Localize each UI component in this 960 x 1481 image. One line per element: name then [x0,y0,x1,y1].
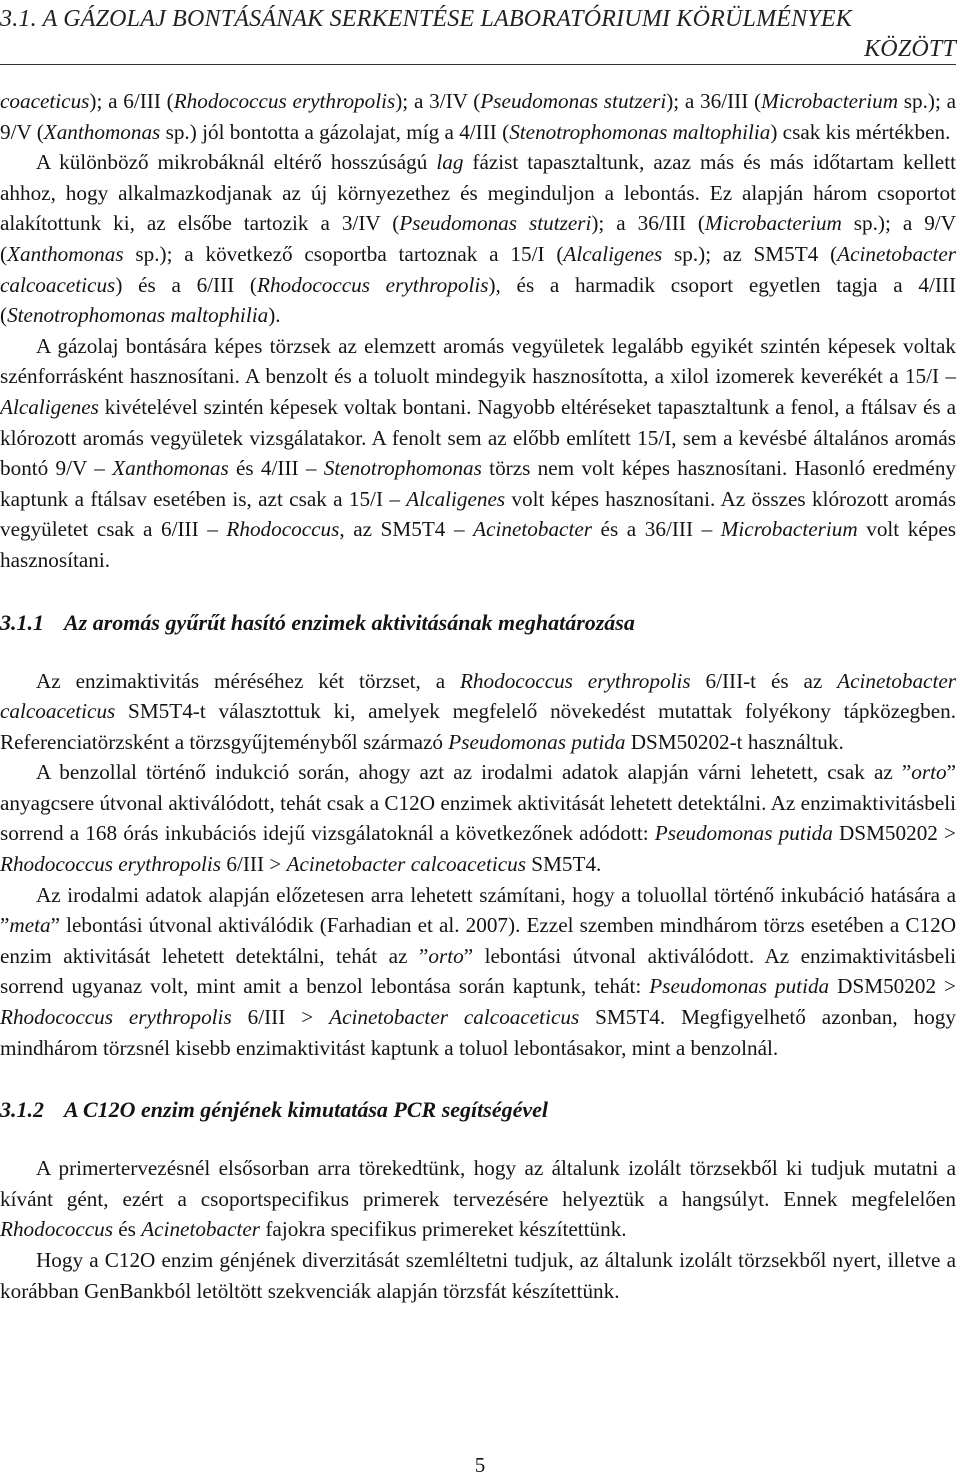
text-run: DSM50202 > [832,821,956,846]
italic-term: Xanthomonas [43,119,161,144]
text-run: , az SM5T4 – [339,517,474,542]
text-run: ” lebontási útvonal aktiválódik (Farhadian et al. 2007). Ezzel szemben mindhárom törzs esetében a C12O enzim aktivitását lehetett detektálni, tehát az ” [0,913,956,968]
italic-term: Acinetobacter calcoaceticus [0,668,956,724]
italic-term: Alcaligenes [0,394,99,419]
text-run: Az enzimaktivitás méréséhez két törzset, a [36,668,460,693]
text-run: volt képes hasznosítani. [0,517,957,572]
text-run: 6/III-t és az [690,668,838,693]
text-run: és 4/III – [228,456,324,481]
paragraph-8 [0,1245,956,1306]
spacer [0,576,956,608]
text-run: és a 36/III – [591,517,721,542]
italic-term: Rhodococcus erythropolis [459,668,691,693]
text-run: ” anyagcsere útvonal aktiválódott, tehát csak a C12O enzimek aktivitását lehetett detektálni. Az enzimaktivitásbeli sorrend a 168 órás inkubációs idejű vizsgálatoknál a következőnek adódott: [0,760,956,846]
header-line-2: KÖZÖTT [864,36,956,62]
text-run: sp.); a 9/V ( [0,89,956,144]
header-rule [0,64,956,65]
subsection-number: 3.1.2 [0,1097,44,1123]
text-run: ), és a harmadik csoport egyetlen tagja a 4/III ( [0,272,956,328]
text-run: fajokra specifikus primereket készítettünk. [260,1217,627,1242]
italic-term: Alcaligenes [563,241,663,266]
paragraph-7 [0,1153,956,1245]
spacer [0,1125,956,1153]
subsection-title: Az aromás gyűrűt hasító enzimek aktivitásának meghatározása [64,609,635,635]
text-run: A benzollal történő indukció során, ahogy azt az irodalmi adatok alapján várni lehetett, csak az ” [36,760,912,785]
paragraph-6 [0,880,956,1064]
text-run: A gázolaj bontására képes törzsek az elemzett aromás vegyületek legalább egyikét szintén képesek voltak szénforrásként hasznosítani. A benzolt és a toluolt mindegyik hasznosította, a xilol izomerek keverékét a 15/I – [0,333,956,389]
italic-term: lag [436,150,464,175]
text-run: ) és a 6/III ( [115,272,257,297]
subsection-title: A C12O enzim génjének kimutatása PCR segítségével [64,1097,548,1123]
header-line-1: 3.1. A GÁZOLAJ BONTÁSÁNAK SERKENTÉSE LABORATÓRIUMI KÖRÜLMÉNYEK [0,6,852,32]
text-run: sp.); a következő csoportba tartoznak a 15/I ( [123,241,564,266]
italic-term: Acinetobacter [141,1217,261,1242]
text-run: fázist tapasztaltunk, azaz más és más időtartam kellett ahhoz, hogy alkalmazkodjanak az új környezethez és meginduljon a lebontás. Ez alapján három csoportot alakítottunk ki, az elsőbe tartozik a 3/IV ( [0,150,956,236]
italic-term: Rhodococcus erythropolis [173,89,396,113]
italic-term: orto [911,760,947,785]
italic-term: Acinetobacter [473,517,592,542]
text-run: ” lebontási útvonal aktiválódott. Az enzimaktivitásbeli sorrend ugyanaz volt, mint amit a benzol lebontása során kaptunk, tehát: [0,943,956,999]
spacer [0,1063,956,1095]
text-run: DSM50202-t használtuk. [625,729,844,754]
text-run: ); a 3/IV ( [395,89,481,113]
text-run: SM5T4-t választottuk ki, amelyek megfelelő növekedést mutattak folyékony tápközegben. Referenciatörzsként a törzsgyűjteményből származó [0,699,956,754]
italic-term: Pseudomonas stutzeri [480,89,667,113]
text-run: SM5T4. [526,852,602,877]
text-run: 6/III > [221,852,287,877]
text-run: SM5T4. Megfigyelhető azonban, hogy mindhárom törzsnél kisebb enzimaktivitást kaptunk a toluol lebontásakor, mint a benzolnál. [0,1005,956,1060]
text-run: A primertervezésnél elsősorban arra törekedtünk, hogy az általunk izolált törzsekből ki tudjuk mutatni a kívánt gént, ezért a csoportspecifikus primerek tervezésére helyeztük a hangsúlyt. Ennek megfelelően [0,1156,956,1211]
italic-term: Acinetobacter calcoaceticus [0,241,956,297]
italic-term: Rhodococcus erythropolis [0,852,222,877]
body-text [0,86,956,1306]
running-header [0,4,956,64]
italic-term: Alcaligenes [406,486,506,511]
italic-term: coaceticus [0,89,90,113]
italic-term: orto [428,943,464,968]
text-run: sp.) jól bontotta a gázolajat, míg a 4/III ( [160,119,510,144]
text-run: A különböző mikrobáknál eltérő hosszúságú [36,150,437,175]
text-run: Hogy a C12O enzim génjének diverzitását szemléltetni tudjuk, az általunk izolált törzsekből nyert, illetve a korábban GenBankból letöltött szekvenciák alapján törzsfát készítettünk. [0,1248,956,1303]
italic-term: Pseudomonas putida [654,821,833,846]
italic-term: Stenotrophomonas maltophilia [7,303,269,328]
paragraph-3 [0,331,956,576]
paragraph-2 [0,147,956,331]
text-run: törzs nem volt képes hasznosítani. Hasonló eredmény kaptunk a ftálsav esetében is, azt csak a 15/I – [0,456,957,511]
paragraph-4 [0,666,956,758]
italic-term: Microbacterium [761,89,899,113]
italic-term: Xanthomonas [7,241,124,266]
text-run: ). [268,303,281,328]
text-run: sp.); a 9/V ( [0,211,956,266]
italic-term: Rhodococcus [226,517,340,542]
spacer [0,638,956,666]
italic-term: Microbacterium [720,517,858,542]
italic-term: meta [9,913,51,938]
italic-term: Acinetobacter calcoaceticus [286,852,526,877]
text-run: ); a 6/III ( [89,89,174,113]
text-run: volt képes hasznosítani. Az összes klórozott aromás vegyületet csak a 6/III – [0,486,956,542]
italic-term: Acinetobacter calcoaceticus [329,1005,580,1030]
text-run: ); a 36/III ( [666,89,762,113]
italic-term: Rhodococcus [0,1217,113,1242]
paragraph-5 [0,757,956,879]
italic-term: Rhodococcus erythropolis [257,272,489,297]
italic-term: Pseudomonas stutzeri [399,211,592,236]
italic-term: Stenotrophomonas [323,456,482,481]
text-run: és [112,1217,142,1242]
text-run: ); a 36/III ( [591,211,705,236]
italic-term: Pseudomonas putida [448,729,626,754]
text-run: sp.); az SM5T4 ( [662,241,838,266]
text-run: DSM50202 > [829,974,956,999]
italic-term: Rhodococcus erythropolis [0,1005,232,1030]
text-run: kivételével szintén képesek voltak bontani. Nagyobb eltéréseket tapasztaltunk a fenol, a ftálsav és a klórozott aromás vegyületek vizsgálatakor. A fenolt sem az előbb említett 15/I, sem a kevésbé általános aromás bontó 9/V – [0,394,956,481]
subsection-heading-3-1-1 [0,608,956,638]
subsection-heading-3-1-2 [0,1095,956,1125]
text-run: Az irodalmi adatok alapján előzetesen arra lehetett számítani, hogy a toluollal történő inkubáció hatására a ” [0,882,956,938]
text-run: 6/III > [231,1005,330,1030]
italic-term: Stenotrophomonas maltophilia [509,119,771,144]
paragraph-1 [0,86,956,147]
page-number: 5 [474,1453,486,1477]
italic-term: Pseudomonas putida [649,974,830,999]
subsection-number: 3.1.1 [0,609,44,635]
italic-term: Microbacterium [704,211,842,236]
italic-term: Xanthomonas [112,456,229,481]
text-run: ) csak kis mértékben. [770,119,951,144]
